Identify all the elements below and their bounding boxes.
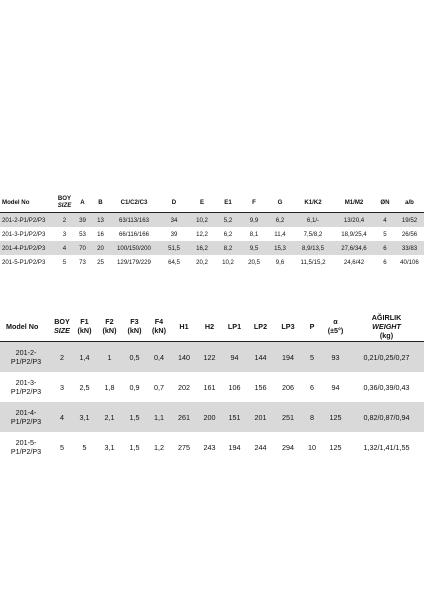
table-cell: 1,5 <box>129 412 140 422</box>
table-cell: 243 <box>203 442 216 452</box>
header-f1-label: F1 <box>80 317 89 326</box>
table-cell: 201-4-P1/P2/P3 <box>2 244 46 252</box>
header-f4-unit: (kN) <box>152 326 166 335</box>
header-weight <box>349 311 424 342</box>
table-cell: 6 <box>383 258 387 266</box>
table-cell: 0,5 <box>129 352 140 362</box>
header-alpha-label: α <box>333 317 338 326</box>
table-cell: 1,4 <box>79 352 90 362</box>
table-cell: 125 <box>329 412 342 422</box>
table-cell: 39 <box>170 230 178 238</box>
table-cell: 4 <box>383 216 387 224</box>
table-cell: 151 <box>228 412 241 422</box>
table-cell: 202 <box>178 382 190 392</box>
table-cell: 201-5-P1/P2/P3 <box>2 258 46 266</box>
table-cell: 18,9/25,4 <box>341 230 367 238</box>
header-f2 <box>97 311 122 342</box>
model-suffix: P1/P2/P3 <box>10 447 42 456</box>
table-cell: 64,5 <box>168 258 180 266</box>
header-ab: a/b <box>405 198 414 206</box>
table-cell: 201-3-P1/P2/P3 <box>2 230 46 238</box>
table-cell: 11,5/15,2 <box>300 258 326 266</box>
table-cell: 156 <box>254 382 267 392</box>
table-cell: 5,2 <box>223 216 233 224</box>
table-cell: 8,9/13,5 <box>301 244 325 252</box>
table-cell: 9,9 <box>249 216 259 224</box>
table-row <box>0 213 424 228</box>
table-header-row <box>0 192 424 213</box>
header-f4-label: F4 <box>154 317 164 326</box>
table-cell: 0,82/0,87/0,94 <box>363 412 410 422</box>
table-cell: 2 <box>60 352 64 362</box>
table-cell: 0,21/0,25/0,27 <box>363 352 410 362</box>
header-lp2: LP2 <box>253 321 268 331</box>
model-cell <box>0 402 52 432</box>
header-f3-label: F3 <box>130 317 139 326</box>
model-prefix: 201-5- <box>15 438 37 447</box>
table-cell: 3 <box>60 382 64 392</box>
table-cell: 5 <box>310 352 314 362</box>
model-prefix: 201-3- <box>15 378 37 387</box>
table-row <box>0 255 424 269</box>
table-cell: 5 <box>62 258 67 266</box>
table-cell: 1 <box>107 352 112 362</box>
header-d: D <box>171 198 177 206</box>
table-cell: 39 <box>79 216 86 224</box>
table-cell: 9,6 <box>275 258 285 266</box>
header-h1: H1 <box>179 321 189 331</box>
table-cell: 140 <box>178 352 190 362</box>
table-cell: 26/56 <box>401 230 418 238</box>
table-cell: 3,1 <box>104 442 115 452</box>
header-f3 <box>122 311 147 342</box>
header-size <box>56 192 73 213</box>
header-p: P <box>309 321 315 331</box>
table-cell: 1,8 <box>104 382 115 392</box>
table-cell: 15,3 <box>274 244 286 252</box>
table-cell: 6,2 <box>275 216 285 224</box>
table-row <box>0 241 424 255</box>
table-cell: 201-2-P1/P2/P3 <box>2 216 46 224</box>
table-cell: 1,2 <box>154 442 164 452</box>
header-f4 <box>147 311 171 342</box>
model-cell <box>0 432 52 462</box>
table-cell: 4 <box>62 244 67 252</box>
table-cell: 73 <box>79 258 86 266</box>
table-cell: 144 <box>254 352 267 362</box>
table-cell: 2 <box>62 216 67 224</box>
table-cell: 5 <box>82 442 87 452</box>
table-cell: 12,2 <box>196 230 208 238</box>
header-e: E <box>199 198 205 206</box>
table-cell: 122 <box>203 352 216 362</box>
table-cell: 161 <box>203 382 216 392</box>
header-b: B <box>98 198 103 206</box>
table-cell: 0,7 <box>154 382 164 392</box>
dimensions-table <box>0 192 424 269</box>
header-alpha-tolerance: (±5°) <box>327 326 344 335</box>
header-m: M1/M2 <box>344 198 364 206</box>
model-suffix: P1/P2/P3 <box>10 387 42 396</box>
table-cell: 1,1 <box>154 412 164 422</box>
header-lp3: LP3 <box>281 321 295 331</box>
table-cell: 200 <box>203 412 216 422</box>
table-cell: 70 <box>79 244 86 252</box>
table-cell: 63/113/163 <box>118 216 150 224</box>
table-cell: 25 <box>97 258 104 266</box>
header-model: Model No <box>6 321 39 331</box>
table-cell: 3,1 <box>79 412 90 422</box>
model-suffix: P1/P2/P3 <box>10 357 42 366</box>
header-f: F <box>252 198 256 206</box>
table-cell: 0,9 <box>129 382 140 392</box>
table-cell: 206 <box>282 382 294 392</box>
header-size <box>52 311 72 342</box>
table-cell: 6,2 <box>223 230 233 238</box>
table-cell: 3 <box>62 230 67 238</box>
header-alpha <box>322 311 349 342</box>
table-cell: 5 <box>60 442 64 452</box>
table-cell: 261 <box>178 412 190 422</box>
header-boy-label: BOY <box>57 195 72 202</box>
model-cell <box>0 342 52 373</box>
table-cell: 19/52 <box>401 216 418 224</box>
table-cell: 6 <box>310 382 314 392</box>
table-cell: 194 <box>282 352 294 362</box>
header-a: A <box>80 198 85 206</box>
table-cell: 6 <box>383 244 387 252</box>
table-cell: 13 <box>97 216 104 224</box>
table-cell: 106 <box>228 382 241 392</box>
table-cell: 9,5 <box>249 244 259 252</box>
table-cell: 129/179/229 <box>117 258 151 266</box>
model-prefix: 201-4- <box>15 408 37 417</box>
table-cell: 275 <box>178 442 190 452</box>
table-cell: 33/83 <box>401 244 418 252</box>
header-lp1: LP1 <box>227 321 242 331</box>
table-cell: 53 <box>79 230 86 238</box>
table-cell: 40/106 <box>400 258 419 266</box>
table-cell: 0,36/0,39/0,43 <box>363 382 410 392</box>
model-prefix: 201-2- <box>15 348 37 357</box>
forces-table <box>0 311 424 462</box>
header-weight-unit: (kg) <box>379 330 394 340</box>
table-cell: 16 <box>97 230 104 238</box>
table-cell: 8 <box>310 412 314 422</box>
header-k: K1/K2 <box>304 198 322 206</box>
table-cell: 20,2 <box>196 258 208 266</box>
table-cell: 94 <box>331 382 340 392</box>
header-g: G <box>277 198 283 206</box>
table-cell: 20 <box>97 244 104 252</box>
table-cell: 6,1/- <box>306 216 320 224</box>
table-cell: 10,2 <box>222 258 234 266</box>
table-cell: 27,6/34,6 <box>341 244 367 252</box>
header-size-label: SIZE <box>54 326 70 335</box>
table-cell: 13/20,4 <box>343 216 365 224</box>
table-cell: 24,6/42 <box>343 258 365 266</box>
table-cell: 244 <box>254 442 267 452</box>
model-suffix: P1/P2/P3 <box>10 417 42 426</box>
table-cell: 0,4 <box>154 352 164 362</box>
header-f2-label: F2 <box>105 317 114 326</box>
table-cell: 251 <box>282 412 294 422</box>
table-cell: 8,2 <box>223 244 233 252</box>
table-cell: 16,2 <box>196 244 208 252</box>
header-f1-unit: (kN) <box>77 326 92 335</box>
table-cell: 100/150/200 <box>117 244 151 252</box>
table-cell: 201 <box>254 412 267 422</box>
table-cell: 194 <box>228 442 241 452</box>
table-cell: 2,1 <box>104 412 115 422</box>
table-cell: 1,5 <box>129 442 140 452</box>
table-cell: 94 <box>230 352 239 362</box>
table-row <box>0 372 424 402</box>
header-weight-label: WEIGHT <box>372 321 401 331</box>
header-f3-unit: (kN) <box>127 326 142 335</box>
table-cell: 51,5 <box>168 244 180 252</box>
table-header-row <box>0 311 424 342</box>
table-row <box>0 402 424 432</box>
table-cell: 1,32/1,41/1,55 <box>363 442 410 452</box>
table-cell: 5 <box>383 230 387 238</box>
table-cell: 10,2 <box>196 216 208 224</box>
table-cell: 8,1 <box>249 230 259 238</box>
header-model: Model No <box>2 198 30 206</box>
table-cell: 7,5/8,2 <box>303 230 323 238</box>
table-cell: 4 <box>60 412 64 422</box>
table-cell: 93 <box>331 352 340 362</box>
header-agirlik-label: AĞIRLIK <box>371 312 402 322</box>
table-cell: 34 <box>170 216 178 224</box>
header-on: ØN <box>380 198 390 206</box>
header-h2: H2 <box>204 321 215 331</box>
header-size-label: SIZE <box>57 202 72 209</box>
model-cell <box>0 372 52 402</box>
table-row <box>0 342 424 373</box>
table-cell: 10 <box>308 442 316 452</box>
table-cell: 2,5 <box>79 382 90 392</box>
table-row <box>0 432 424 462</box>
header-f2-unit: (kN) <box>102 326 117 335</box>
table-cell: 11,4 <box>274 230 286 238</box>
header-e1: E1 <box>224 198 232 206</box>
table-cell: 20,5 <box>248 258 260 266</box>
header-c: C1/C2/C3 <box>120 198 148 206</box>
header-boy-label: BOY <box>54 317 70 326</box>
header-f1 <box>72 311 97 342</box>
table-row <box>0 227 424 241</box>
table-cell: 294 <box>282 442 294 452</box>
table-cell: 125 <box>329 442 342 452</box>
table-cell: 66/116/166 <box>118 230 150 238</box>
